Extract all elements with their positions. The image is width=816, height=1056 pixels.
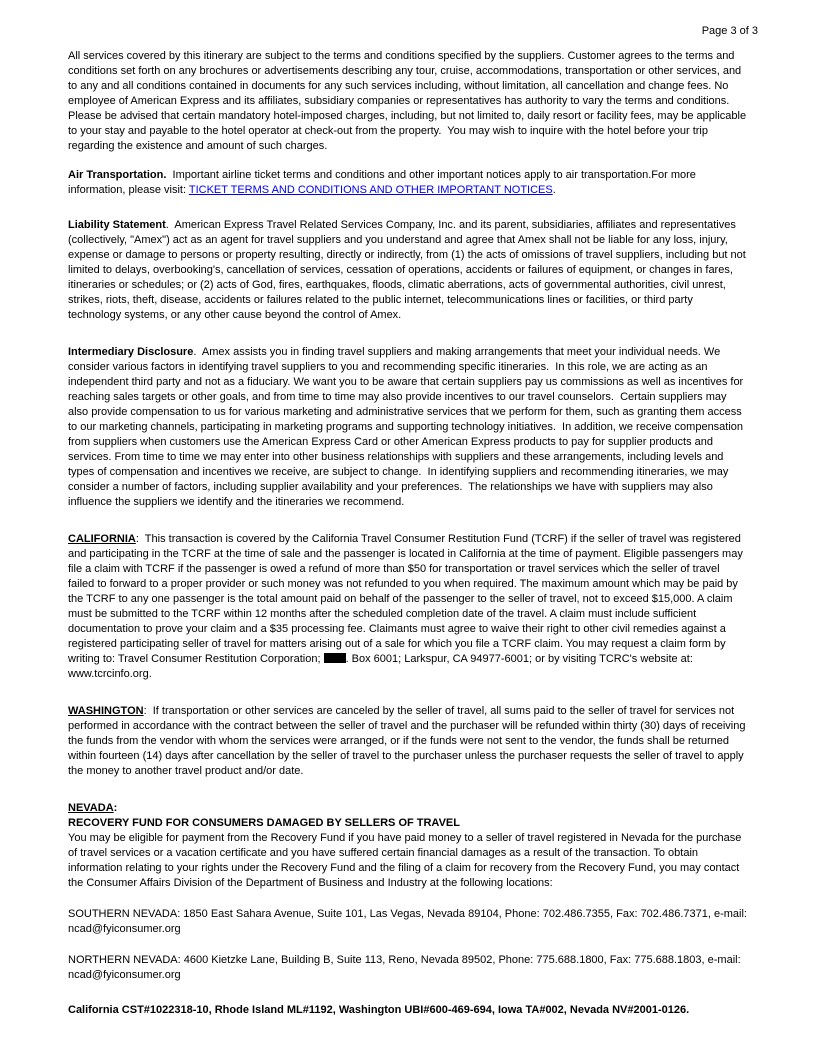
air-transportation-body: Important airline ticket terms and conditions and other important notices apply to air transportation.For more information, please visit: <box>68 169 699 196</box>
terms-intro-text: All services covered by this itinerary are subject to the terms and conditions specified by the suppliers. Customer agrees to the terms and conditions set forth on any brochures or advertisements describing any tour, cruise, accommodations, transportation or other services, and to any and all conditions contained in documents for any such services including, without limitation, all cancellation and change fees. No employee of American Express and its affiliates, subsidiary companies or representatives has authority to vary the terms and conditions. Please be advised that certain mandatory hotel-imposed charges, including, but not limited to, daily resort or facility fees, may be applicable to your stay and payable to the hotel operator at check-out from the property. You may wish to inquire with the hotel before your trip regarding the existence and amount of such charges. <box>68 50 750 152</box>
air-transportation-heading: Air Transportation. <box>68 169 167 181</box>
paragraph-northern-nevada <box>68 953 748 983</box>
paragraph-southern-nevada <box>68 907 751 937</box>
washington-heading: WASHINGTON <box>68 705 144 717</box>
page-number: Page 3 of 3 <box>701 25 758 37</box>
california-heading: CALIFORNIA <box>68 533 136 545</box>
air-transportation-after-link: . <box>552 184 556 196</box>
paragraph-liability-statement <box>68 218 748 323</box>
nevada-recovery-fund-subheading: RECOVERY FUND FOR CONSUMERS DAMAGED BY SELLERS OF TRAVEL <box>68 817 460 829</box>
paragraph-nevada <box>68 801 748 891</box>
intermediary-disclosure-body: . Amex assists you in finding travel suppliers and making arrangements that meet your individual needs. We consider various factors in identifying travel suppliers to you and recommending specific itineraries. In this role, we are acting as an independent third party and not as a fiduciary. We want you to be aware that certain suppliers pay us commissions as well as incentives for reaching sales targets or other goals, and from time to time may also provide incentives to our travel counselors. Certain suppliers may also provide compensation to us for various marketing and administrative services that we perform for them, such as granting them access to our marketing channels, participating in marketing programs and supporting technology initiatives. In addition, we receive compensation from suppliers when customers use the American Express Card or other American Express products to pay for supplier products and services. From time to time we may enter into other business relationships with suppliers and these arrangements, including levels and types of compensation and incentives we receive, are subject to change. In identifying suppliers and recommending itineraries, we may consider a number of factors, including supplier availability and your preferences. The relationships we have with suppliers may also influence the suppliers we identify and the itineraries we recommend. <box>68 346 747 508</box>
southern-nevada-text: SOUTHERN NEVADA: 1850 East Sahara Avenue, Suite 101, Las Vegas, Nevada 89104, Phone: 702.486.7355, Fax: 702.486.7371, e-mail: ncad@fyiconsumer.org <box>68 908 751 935</box>
paragraph-registrations <box>68 1003 748 1018</box>
registrations-text: California CST#1022318-10, Rhode Island ML#1192, Washington UBI#600-469-694, Iowa TA#002, Nevada NV#2001-0126. <box>68 1004 690 1016</box>
paragraph-terms-intro <box>68 49 748 154</box>
nevada-heading: NEVADA <box>68 802 114 814</box>
paragraph-california <box>68 532 748 682</box>
northern-nevada-text: NORTHERN NEVADA: 4600 Kietzke Lane, Building B, Suite 113, Reno, Nevada 89502, Phone: 775.688.1800, Fax: 775.688.1803, e-mail: ncad@fyiconsumer.org <box>68 954 744 981</box>
liability-statement-heading: Liability Statement <box>68 219 166 231</box>
nevada-body: You may be eligible for payment from the Recovery Fund if you have paid money to a seller of travel registered in Nevada for the purchase of travel services or a vacation certificate and you have suffered certain financial damages as a result of the transaction. To obtain information relating to your rights under the Recovery Fund and the filing of a claim for recovery from the Recovery Fund, you may contact the Consumer Affairs Division of the Department of Business and Industry at the following locations: <box>68 832 745 889</box>
ticket-terms-link[interactable]: TICKET TERMS AND CONDITIONS AND OTHER IMPORTANT NOTICES <box>188 184 553 196</box>
paragraph-intermediary-disclosure <box>68 345 748 510</box>
paragraph-washington <box>68 704 748 779</box>
california-body-after-redaction: . Box 6001; Larkspur, CA 94977-6001; or by visiting TCRC's website at: www.tcrcinfo.org. <box>68 653 696 680</box>
liability-statement-body: . American Express Travel Related Services Company, Inc. and its parent, subsidiaries, affiliates and representatives (collectively, "Amex") act as an agent for travel suppliers and you understand and agree that Amex shall not be liable for any loss, injury, expense or damage to persons or property resulting, directly or indirectly, from (1) the acts of omissions of travel suppliers, including but not limited to delays, overbooking's, cancellation of services, cessation of operations, accidents or failures of equipment, or changes in fares, itineraries or schedules; or (2) acts of God, fires, earthquakes, floods, climatic aberrations, acts of governmental authorities, civil unrest, strikes, riots, theft, disease, accidents or failures related to the public internet, telecommunications lines or facilities, or third party technology systems, or any other cause beyond the control of Amex. <box>68 219 749 321</box>
washington-body: : If transportation or other services are canceled by the seller of travel, all sums paid to the seller of travel for services not performed in accordance with the contract between the seller of travel and the purchaser will be refunded within thirty (30) days of receiving the funds from the vendor with whom the services were arranged, or if the funds were not sent to the vendor, the funds shall be returned within fourteen (14) days after cancellation by the seller of travel to the purchaser unless the purchaser requests the seller of travel to apply the money to another travel product and/or date. <box>68 705 749 777</box>
intermediary-disclosure-heading: Intermediary Disclosure <box>68 346 194 358</box>
paragraph-air-transportation <box>68 168 748 198</box>
redaction-box <box>324 653 346 663</box>
california-body-before-redaction: : This transaction is covered by the California Travel Consumer Restitution Fund (TCRF) if the seller of travel was registered and participating in the TCRF at the time of sale and the passenger is located in California at the time of payment. Eligible passengers may file a claim with TCRF if the passenger is owed a refund of more than $50 for transportation or travel services which the seller of travel failed to forward to a proper provider or such money was not refunded to you when required. The maximum amount which may be paid by the TCRF to any one passenger is the total amount paid on behalf of the passenger to the seller of travel, not to exceed $15,000. A claim must be submitted to the TCRF within 12 months after the scheduled completion date of the travel. A claim must include sufficient documentation to prove your claim and a $35 processing fee. Claimants must agree to waive their right to other civil remedies against a registered participating seller of travel for matters arising out of a sale for which you file a TCRF claim. You may request a claim form by writing to: Travel Consumer Restitution Corporation; <box>68 533 746 665</box>
nevada-heading-colon: : <box>113 802 118 814</box>
